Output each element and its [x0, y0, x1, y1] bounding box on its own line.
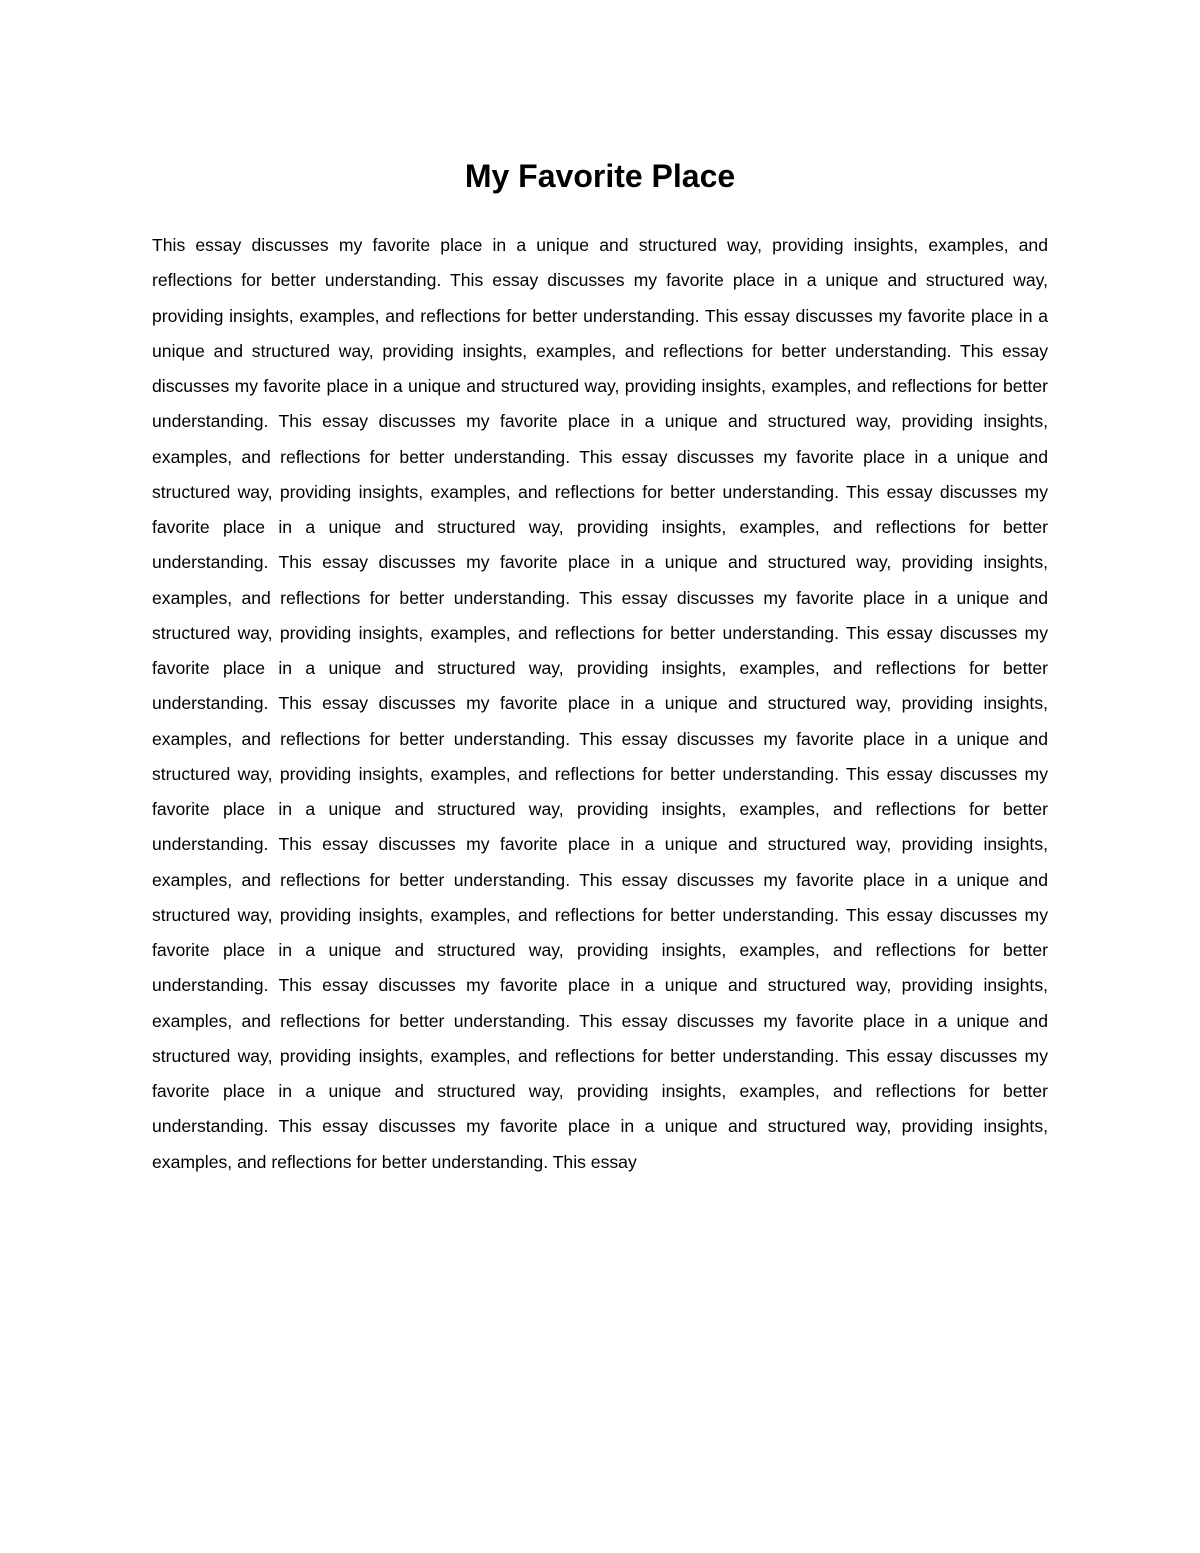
document-title: My Favorite Place — [464, 158, 736, 194]
essay-body: This essay discusses my favorite place in a unique and structured way, providing insights, examples, and reflections for better understanding. This essay discusses my favorite place in a unique and structured way, providing insights, examples, and reflections for better understanding. This essay discusses my favorite place in a unique and structured way, providing insights, examples, and reflections for better understanding. This essay discusses my favorite place in a unique and structured way, providing insights, examples, and reflections for better understanding. This essay discusses my favorite place in a unique and structured way, providing insights, examples, and reflections for better understanding. This essay discusses my favorite place in a unique and structured way, providing insights, examples, and reflections for better understanding. This essay discusses my favorite place in a unique and structured way, providing insights, examples, and reflections for better understanding. This essay discusses my favorite place in a unique and structured way, providing insights, examples, and reflections for better understanding. This essay discusses my favorite place in a unique and structured way, providing insights, examples, and reflections for better understanding. This essay discusses my favorite place in a unique and structured way, providing insights, examples, and reflections for better understanding. This essay discusses my favorite place in a unique and structured way, providing insights, examples, and reflections for better understanding. This essay discusses my favorite place in a unique and structured way, providing insights, examples, and reflections for better understanding. This essay discusses my favorite place in a unique and structured way, providing insights, examples, and reflections for better understanding. This essay discusses my favorite place in a unique and structured way, providing insights, examples, and reflections for better understanding. This essay discusses my favorite place in a unique and structured way, providing insights, examples, and reflections for better understanding. This essay discusses my favorite place in a unique and structured way, providing insights, examples, and reflections for better understanding. This essay discusses my favorite place in a unique and structured way, providing insights, examples, and reflections for better understanding. This essay discusses my favorite place in a unique and structured way, providing insights, examples, and reflections for better understanding. This essay discusses my favorite place in a unique and structured way, providing insights, examples, and reflections for better understanding. This essay discusses my favorite place in a unique and structured way, providing insights, examples, and reflections for better understanding. This essay — [152, 235, 1048, 1172]
